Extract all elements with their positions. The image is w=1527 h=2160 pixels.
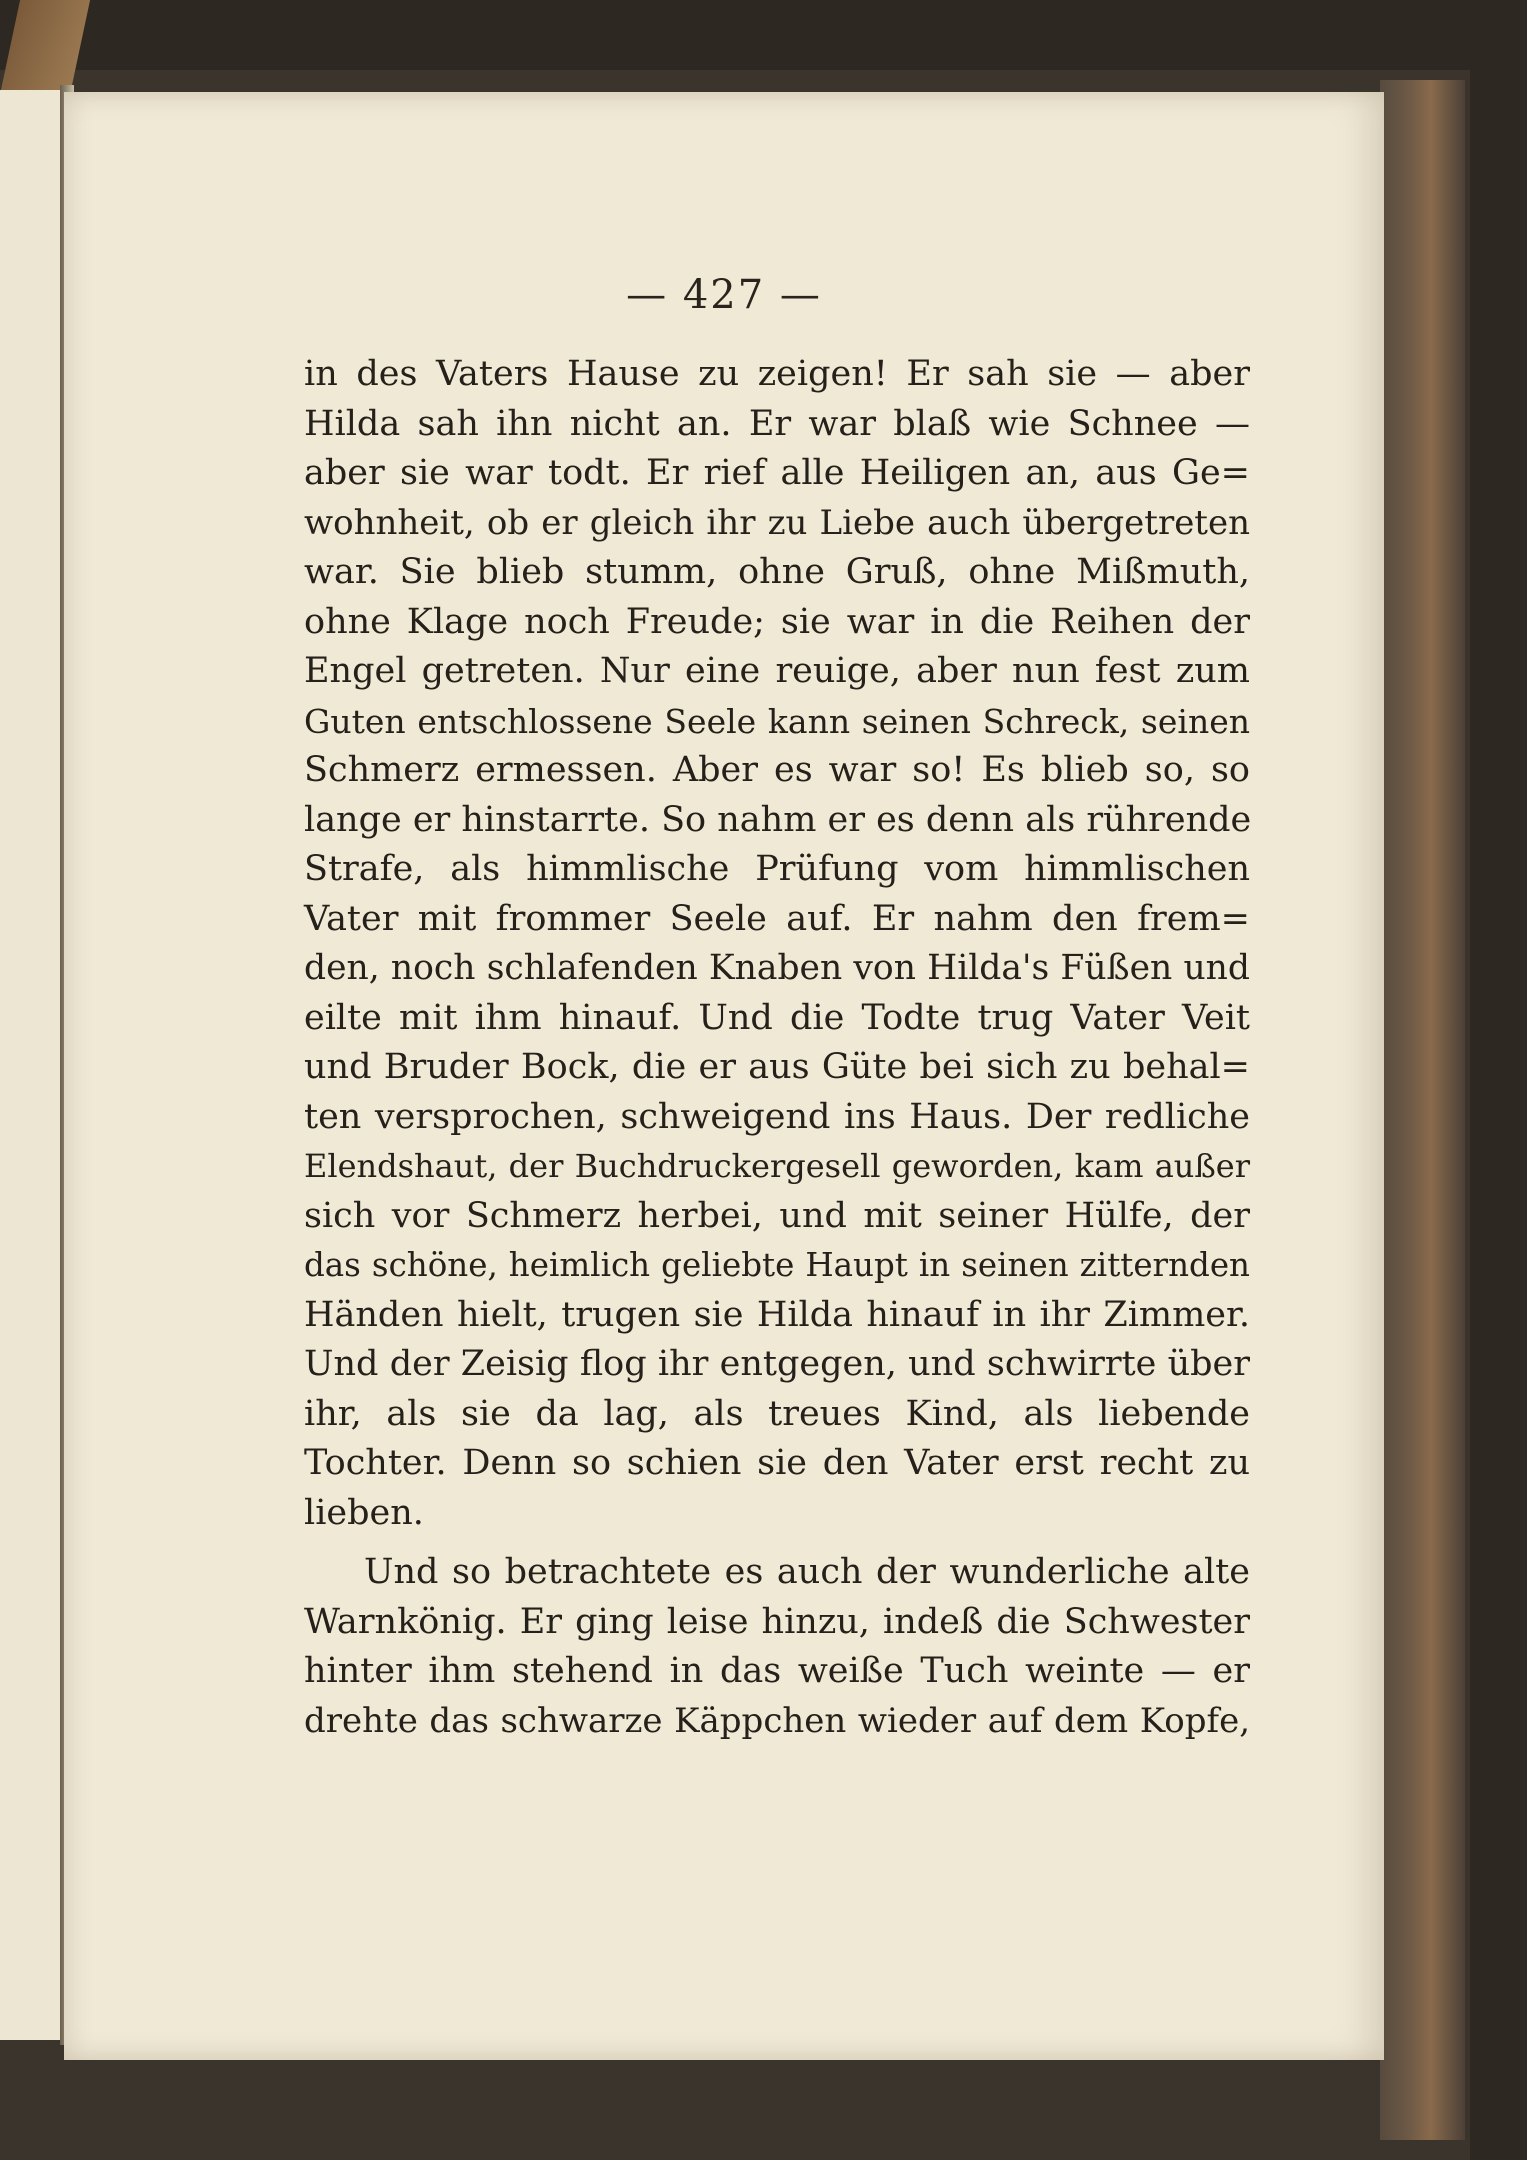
paragraph-1 [304, 350, 1250, 1538]
book-right-edge [1380, 80, 1465, 2140]
text-line: Warnkönig. Er ging leise hinzu, indeß die Schwester [304, 1601, 1250, 1642]
text-line: sich vor Schmerz herbei, und mit seiner Hülfe, der [304, 1195, 1250, 1236]
text-line: drehte das schwarze Käppchen wieder auf dem Kopfe, [304, 1700, 1250, 1741]
text-line: ten versprochen, schweigend ins Haus. Der redliche [304, 1096, 1250, 1137]
text-line: war. Sie blieb stumm, ohne Gruß, ohne Mißmuth, [304, 552, 1250, 592]
text-line: Guten entschlossene Seele kann seinen Schreck, seinen [304, 701, 1250, 741]
text-line: hinter ihm stehend in das weiße Tuch weinte — er [304, 1651, 1250, 1691]
text-line: das schöne, heimlich geliebte Haupt in seinen zitternden [304, 1246, 1250, 1284]
text-line: Schmerz ermessen. Aber es war so! Es blieb so, so [304, 750, 1250, 790]
page-number: — 427 — [626, 272, 822, 318]
text-line: und Bruder Bock, die er aus Güte bei sich zu behal= [304, 1047, 1250, 1087]
text-line: Strafe, als himmlische Prüfung vom himmlischen [304, 849, 1250, 889]
text-line: aber sie war todt. Er rief alle Heiligen an, aus Ge= [304, 453, 1250, 493]
text-line: Tochter. Denn so schien sie den Vater erst recht zu [304, 1443, 1250, 1483]
text-line: eilte mit ihm hinauf. Und die Todte trug Vater Veit [304, 997, 1250, 1038]
text-line: Engel getreten. Nur eine reuige, aber nun fest zum [304, 651, 1250, 691]
text-line: wohnheit, ob er gleich ihr zu Liebe auch übergetreten [304, 502, 1250, 543]
text-line: ihr, als sie da lag, als treues Kind, als liebende [304, 1393, 1250, 1434]
text-line: Und so betrachtete es auch der wunderliche alte [364, 1552, 1250, 1592]
text-line: Hilda sah ihn nicht an. Er war blaß wie Schnee — [304, 403, 1250, 444]
book-page [64, 92, 1384, 2060]
text-line: Elendshaut, der Buchdruckergesell geworden, kam außer [304, 1147, 1250, 1185]
text-line: den, noch schlafenden Knaben von Hilda's Füßen und [304, 948, 1250, 988]
text-line: ohne Klage noch Freude; sie war in die Reihen der [304, 601, 1250, 642]
page-body-text [304, 350, 1250, 1746]
text-line: lieben. [304, 1492, 424, 1533]
paragraph-2 [304, 1548, 1250, 1746]
text-line: Händen hielt, trugen sie Hilda hinauf in ihr Zimmer. [304, 1294, 1250, 1335]
text-line: Und der Zeisig flog ihr entgegen, und schwirrte über [304, 1344, 1250, 1384]
text-line: in des Vaters Hause zu zeigen! Er sah sie — aber [304, 354, 1250, 394]
text-line: Vater mit frommer Seele auf. Er nahm den frem= [304, 898, 1250, 939]
paragraph-gap [304, 1538, 1250, 1548]
left-facing-page-edge [0, 90, 64, 2040]
text-line: lange er hinstarrte. So nahm er es denn als rührende [304, 799, 1252, 840]
